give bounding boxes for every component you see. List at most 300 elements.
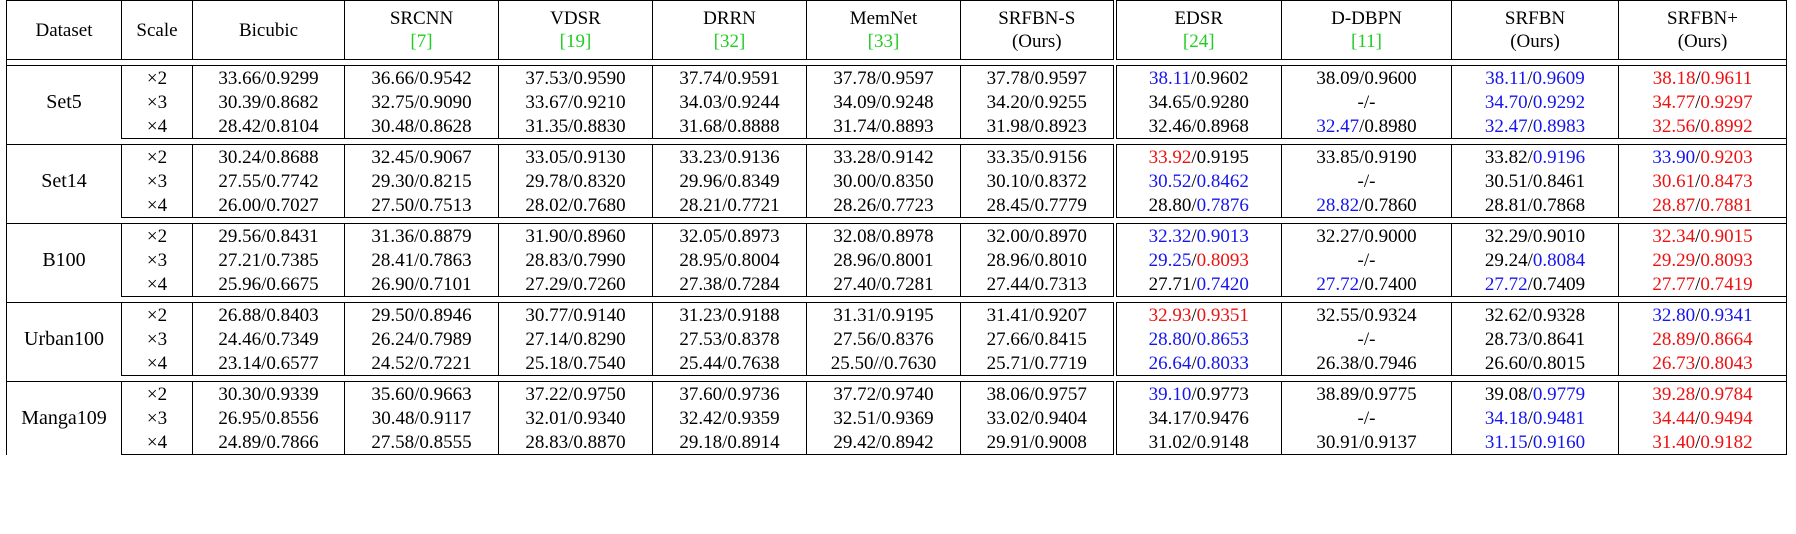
psnr-value: 26.88 (218, 304, 262, 326)
metric-cell (193, 272, 345, 297)
metric-cell (1452, 303, 1619, 328)
citation-bracket: ] (426, 31, 433, 52)
metric-separator: / (722, 225, 728, 247)
metric-cell (345, 327, 499, 351)
ssim-value: 0.9137 (1364, 431, 1417, 453)
metric-separator: / (1695, 67, 1701, 89)
metric-cell (1452, 114, 1619, 139)
metric-separator: / (414, 273, 420, 295)
ssim-value: 0.9015 (1700, 225, 1753, 247)
psnr-value: 32.56 (1652, 115, 1696, 137)
metric-separator: / (722, 115, 728, 137)
metric-separator: / (1029, 194, 1035, 216)
metric-cell (345, 66, 499, 91)
psnr-value: 34.70 (1484, 91, 1528, 113)
metric-separator: / (1029, 225, 1035, 247)
psnr-value: 30.39 (218, 91, 262, 113)
psnr-value: 32.55 (1316, 304, 1360, 326)
metric-separator: / (1359, 67, 1365, 89)
psnr-value: 27.44 (986, 273, 1030, 295)
metric-separator: / (1191, 273, 1197, 295)
metric-separator: / (261, 67, 267, 89)
psnr-value: 31.36 (371, 225, 415, 247)
ssim-value: 0.9340 (573, 407, 626, 429)
metric-separator: / (876, 225, 882, 247)
ssim-value: 0.9736 (727, 383, 780, 405)
results-table-container (6, 0, 1786, 455)
scale-cell: ×4 (122, 193, 193, 218)
metric-separator: / (414, 431, 420, 453)
metric-separator: / (1527, 91, 1533, 113)
ssim-value: 0.8403 (266, 304, 319, 326)
ssim-value: 0.8372 (1034, 170, 1087, 192)
ssim-value: 0.7990 (573, 249, 626, 271)
column-header-label: EDSR (1174, 8, 1224, 29)
table-row (7, 272, 1787, 297)
scale-cell: ×4 (122, 272, 193, 297)
metric-separator: / (1029, 328, 1035, 350)
metric-separator: / (1695, 146, 1701, 168)
metric-cell (345, 272, 499, 297)
metric-cell (1452, 248, 1619, 272)
table-row (7, 224, 1787, 249)
ssim-value: 0.8942 (881, 431, 934, 453)
psnr-value: 32.32 (1148, 225, 1192, 247)
metric-separator: / (722, 67, 728, 89)
column-header (1115, 1, 1282, 60)
metric-separator: / (568, 225, 574, 247)
psnr-value: 31.31 (833, 304, 877, 326)
metric-cell (807, 303, 961, 328)
table-row (7, 406, 1787, 430)
metric-separator: / (568, 328, 574, 350)
metric-cell (499, 114, 653, 139)
citation-number: 33 (874, 31, 893, 52)
metric-cell (1452, 272, 1619, 297)
ssim-value: 0.9663 (419, 383, 472, 405)
ssim-value: 0.9597 (881, 67, 934, 89)
metric-separator: / (1527, 194, 1533, 216)
ssim-value: 0.8664 (1700, 328, 1753, 350)
metric-cell (653, 351, 807, 376)
metric-cell (961, 430, 1115, 455)
metric-separator: / (261, 249, 267, 271)
metric-separator: / (1191, 383, 1197, 405)
ssim-value: 0.9597 (1034, 67, 1087, 89)
ssim-value: 0.9090 (419, 91, 472, 113)
metric-cell (193, 193, 345, 218)
ssim-value: 0.8431 (266, 225, 319, 247)
psnr-value: 30.77 (525, 304, 569, 326)
metric-separator: / (1527, 328, 1533, 350)
psnr-value: 28.95 (679, 249, 723, 271)
psnr-value: 28.73 (1484, 328, 1528, 350)
metric-separator: / (414, 249, 420, 271)
metric-cell (1452, 327, 1619, 351)
metric-cell (345, 248, 499, 272)
metric-separator: / (568, 67, 574, 89)
metric-separator: / (1695, 352, 1701, 374)
ssim-value: 0.9195 (1196, 146, 1249, 168)
metric-cell (1452, 66, 1619, 91)
metric-cell (1282, 114, 1452, 139)
metric-cell (807, 272, 961, 297)
metric-separator: / (1029, 115, 1035, 137)
psnr-value: 39.28 (1652, 383, 1696, 405)
psnr-value: 29.78 (525, 170, 569, 192)
psnr-value: 29.24 (1484, 249, 1528, 271)
psnr-value: 34.09 (833, 91, 877, 113)
psnr-value: 24.52 (371, 352, 415, 374)
ssim-value: 0.7101 (419, 273, 472, 295)
ssim-value: 0.7866 (266, 431, 319, 453)
psnr-value: 29.91 (986, 431, 1030, 453)
column-header (7, 1, 122, 60)
metric-cell (1282, 224, 1452, 249)
citation-bracket: [ (559, 31, 566, 52)
metric-cell (1452, 382, 1619, 407)
ssim-value: 0.7281 (881, 273, 934, 295)
ssim-value: 0.9008 (1034, 431, 1087, 453)
metric-separator: / (1527, 249, 1533, 271)
metric-separator: / (1527, 67, 1533, 89)
ssim-value: 0.9248 (881, 91, 934, 113)
ssim-value: 0.9775 (1364, 383, 1417, 405)
ssim-value: 0.8923 (1034, 115, 1087, 137)
ssim-value: 0.8473 (1700, 170, 1753, 192)
metric-cell (499, 224, 653, 249)
psnr-value: 29.50 (371, 304, 415, 326)
citation-number: 24 (1189, 31, 1209, 52)
metric-separator: / (722, 328, 728, 350)
scale-cell: ×4 (122, 430, 193, 455)
metric-cell (1619, 248, 1787, 272)
ssim-value: 0.7719 (1034, 352, 1087, 374)
metric-cell (961, 169, 1115, 193)
psnr-value: 31.23 (679, 304, 723, 326)
dataset-name: Set5 (7, 66, 122, 139)
psnr-value: 24.46 (218, 328, 262, 350)
ssim-value: 0.9299 (266, 67, 319, 89)
metric-separator: / (876, 383, 882, 405)
metric-separator: / (261, 407, 267, 429)
ssim-value: 0.9000 (1364, 225, 1417, 247)
psnr-value: 33.66 (218, 67, 262, 89)
metric-cell (345, 382, 499, 407)
metric-separator: / (261, 352, 267, 374)
metric-cell (1619, 90, 1787, 114)
psnr-value: 37.78 (986, 67, 1030, 89)
psnr-value: 30.48 (371, 407, 415, 429)
ssim-value: 0.9207 (1034, 304, 1087, 326)
metric-cell (345, 169, 499, 193)
ssim-value: 0.9156 (1034, 146, 1087, 168)
ssim-value: 0.7721 (727, 194, 780, 216)
metric-separator: / (1029, 67, 1035, 89)
ssim-value: 0.8555 (419, 431, 472, 453)
ssim-value: 0.9130 (573, 146, 626, 168)
metric-cell (499, 351, 653, 376)
dataset-name: B100 (7, 224, 122, 297)
psnr-value: 28.80 (1148, 194, 1192, 216)
metric-cell (807, 248, 961, 272)
metric-separator: / (261, 383, 267, 405)
metric-cell (1115, 248, 1282, 272)
metric-cell (807, 169, 961, 193)
metric-cell (193, 169, 345, 193)
ssim-value: 0.7409 (1532, 273, 1586, 295)
ssim-value: 0.9600 (1364, 67, 1417, 89)
metric-cell (1115, 430, 1282, 455)
table-row (7, 193, 1787, 218)
metric-separator: / (722, 352, 728, 374)
metric-separator: / (1695, 383, 1701, 405)
metric-separator: / (1029, 304, 1035, 326)
psnr-value: 33.02 (986, 407, 1030, 429)
column-header (961, 1, 1115, 60)
metric-separator: / (1029, 352, 1035, 374)
metric-cell (653, 145, 807, 170)
metric-cell (653, 169, 807, 193)
psnr-value: 30.61 (1652, 170, 1696, 192)
ssim-value: 0.8628 (419, 115, 472, 137)
psnr-value: 26.38 (1316, 352, 1360, 374)
ssim-value: 0.8015 (1532, 352, 1586, 374)
column-header-label: SRCNN (389, 8, 454, 29)
ssim-value: 0.9351 (1196, 304, 1249, 326)
psnr-value: 27.66 (986, 328, 1030, 350)
metric-cell (1619, 303, 1787, 328)
scale-cell: ×3 (122, 90, 193, 114)
metric-cell (1619, 145, 1787, 170)
ssim-value: 0.9784 (1700, 383, 1753, 405)
ssim-value: 0.9203 (1700, 146, 1753, 168)
psnr-value: 38.06 (986, 383, 1030, 405)
metric-separator: / (876, 431, 882, 453)
citation-number: 32 (720, 31, 739, 52)
metric-separator: / (1191, 170, 1197, 192)
metric-separator: / (1029, 407, 1035, 429)
psnr-value: 27.53 (679, 328, 723, 350)
ssim-value: 0.7989 (419, 328, 472, 350)
ssim-value: 0.7946 (1364, 352, 1417, 374)
ssim-value: 0.6675 (266, 273, 319, 295)
ssim-value: 0.9160 (1532, 431, 1586, 453)
citation-bracket: ] (1375, 31, 1382, 52)
psnr-value: 34.20 (986, 91, 1030, 113)
metric-separator: / (876, 407, 882, 429)
psnr-value: 37.60 (679, 383, 723, 405)
ssim-value: 0.9404 (1034, 407, 1087, 429)
metric-separator: / (876, 67, 882, 89)
ssim-value: 0.8010 (1034, 249, 1087, 271)
metric-separator: / (876, 170, 882, 192)
psnr-value: 32.46 (1148, 115, 1192, 137)
metric-separator: / (414, 328, 420, 350)
ssim-value: 0.8043 (1700, 352, 1753, 374)
ssim-value: 0.7540 (573, 352, 626, 374)
column-header (1282, 1, 1452, 60)
ssim-value: 0.8461 (1532, 170, 1586, 192)
table-row (7, 351, 1787, 376)
metric-separator: / (1191, 304, 1197, 326)
metric-separator: / (1029, 273, 1035, 295)
psnr-value: 27.56 (833, 328, 877, 350)
ssim-value: 0.7420 (1196, 273, 1249, 295)
metric-separator: / (1191, 225, 1197, 247)
psnr-value: 29.29 (1652, 249, 1696, 271)
metric-cell (1115, 224, 1282, 249)
metric-cell (1452, 406, 1619, 430)
metric-separator: / (568, 431, 574, 453)
ssim-value: 0.8978 (881, 225, 934, 247)
ssim-value: 0.8641 (1532, 328, 1586, 350)
metric-separator: / (1695, 249, 1701, 271)
metric-cell (345, 351, 499, 376)
column-header-subtitle: (Ours) (1011, 31, 1062, 52)
metric-separator: / (1359, 304, 1365, 326)
ssim-value: 0.9255 (1034, 91, 1087, 113)
psnr-value: 33.35 (986, 146, 1030, 168)
metric-separator: / (1527, 383, 1533, 405)
psnr-value: 31.90 (525, 225, 569, 247)
metric-cell (499, 90, 653, 114)
metric-cell (1619, 169, 1787, 193)
metric-separator: / (568, 407, 574, 429)
citation-bracket: ] (585, 31, 592, 52)
ssim-value: 0.9182 (1700, 431, 1753, 453)
metric-separator: / (722, 170, 728, 192)
psnr-value: 27.55 (218, 170, 262, 192)
metric-cell (345, 114, 499, 139)
ssim-value: 0.9328 (1532, 304, 1586, 326)
metric-separator: / (1527, 431, 1533, 453)
metric-separator: / (876, 304, 882, 326)
psnr-value: 26.95 (218, 407, 262, 429)
metric-separator: / (722, 431, 728, 453)
psnr-value: 29.56 (218, 225, 262, 247)
column-header-subtitle: (Ours) (1677, 31, 1728, 52)
scale-cell: ×2 (122, 382, 193, 407)
psnr-value: 38.89 (1316, 383, 1360, 405)
psnr-value: 32.01 (525, 407, 569, 429)
metric-cell (193, 327, 345, 351)
citation-bracket: [ (1182, 31, 1190, 52)
metric-separator: / (876, 194, 882, 216)
psnr-value: 34.77 (1652, 91, 1696, 113)
metric-cell (1452, 145, 1619, 170)
metric-separator: / (1359, 431, 1365, 453)
ssim-value: 0.8556 (266, 407, 319, 429)
metric-cell (1452, 169, 1619, 193)
ssim-value: 0.8970 (1034, 225, 1087, 247)
metric-separator: / (261, 115, 267, 137)
metric-separator: / (568, 91, 574, 113)
column-header (1452, 1, 1619, 60)
ssim-value: 0.9341 (1700, 304, 1753, 326)
psnr-value: 30.10 (986, 170, 1030, 192)
metric-cell (499, 272, 653, 297)
ssim-value: 0.8888 (727, 115, 780, 137)
metric-cell (193, 224, 345, 249)
metric-cell (807, 145, 961, 170)
metric-cell (1619, 430, 1787, 455)
column-header (653, 1, 807, 60)
ssim-value: 0.8893 (881, 115, 934, 137)
column-header (122, 1, 193, 60)
scale-cell: ×3 (122, 406, 193, 430)
metric-separator: / (1191, 91, 1197, 113)
metric-separator: / (1029, 249, 1035, 271)
ssim-value: 0.9609 (1532, 67, 1585, 89)
ssim-value: 0.9067 (419, 146, 472, 168)
metric-text: -/- (1357, 407, 1376, 429)
ssim-value: 0.9494 (1700, 407, 1753, 429)
psnr-value: 34.44 (1652, 407, 1696, 429)
column-header-label: SRFBN+ (1667, 8, 1738, 29)
ssim-value: 0.7860 (1364, 194, 1417, 216)
column-header (1619, 1, 1787, 60)
psnr-value: 29.42 (833, 431, 877, 453)
ssim-value: 0.8960 (573, 225, 626, 247)
metric-cell (345, 193, 499, 218)
ssim-value: 0.9369 (881, 407, 934, 429)
ssim-value: 0.7419 (1700, 273, 1753, 295)
metric-cell (961, 351, 1115, 376)
metric-separator: / (1527, 115, 1533, 137)
psnr-value: 36.66 (371, 67, 415, 89)
psnr-value: 33.85 (1316, 146, 1360, 168)
metric-cell (499, 145, 653, 170)
citation-bracket: [ (867, 31, 874, 52)
psnr-value: 27.71 (1148, 273, 1192, 295)
ssim-value: 0.9611 (1700, 67, 1753, 89)
psnr-value: 32.75 (371, 91, 415, 113)
psnr-value: 29.18 (679, 431, 723, 453)
metric-separator: / (1191, 328, 1197, 350)
citation-bracket: [ (713, 31, 720, 52)
metric-cell (1619, 193, 1787, 218)
psnr-value: 33.90 (1652, 146, 1696, 168)
psnr-value: 30.30 (218, 383, 262, 405)
psnr-value: 28.82 (1316, 194, 1360, 216)
metric-cell (193, 145, 345, 170)
ssim-value: 0.9148 (1196, 431, 1249, 453)
metric-cell (1115, 382, 1282, 407)
metric-separator: / (876, 146, 882, 168)
psnr-value: 27.40 (833, 273, 877, 295)
psnr-value: 27.58 (371, 431, 415, 453)
metric-separator: / (414, 67, 420, 89)
metric-cell (1282, 303, 1452, 328)
psnr-value: 37.74 (679, 67, 723, 89)
metric-separator: / (568, 194, 574, 216)
psnr-value: 35.60 (371, 383, 415, 405)
metric-text: 25.50//0.7630 (830, 352, 937, 374)
ssim-value: 0.9140 (573, 304, 626, 326)
metric-cell (807, 430, 961, 455)
metric-separator: / (1191, 115, 1197, 137)
metric-cell (345, 406, 499, 430)
psnr-value: 26.00 (218, 194, 262, 216)
ssim-value: 0.9750 (573, 383, 626, 405)
ssim-value: 0.8415 (1034, 328, 1087, 350)
metric-cell (1282, 145, 1452, 170)
psnr-value: 34.65 (1148, 91, 1192, 113)
results-table (6, 0, 1787, 455)
metric-cell (499, 66, 653, 91)
metric-separator: / (568, 273, 574, 295)
